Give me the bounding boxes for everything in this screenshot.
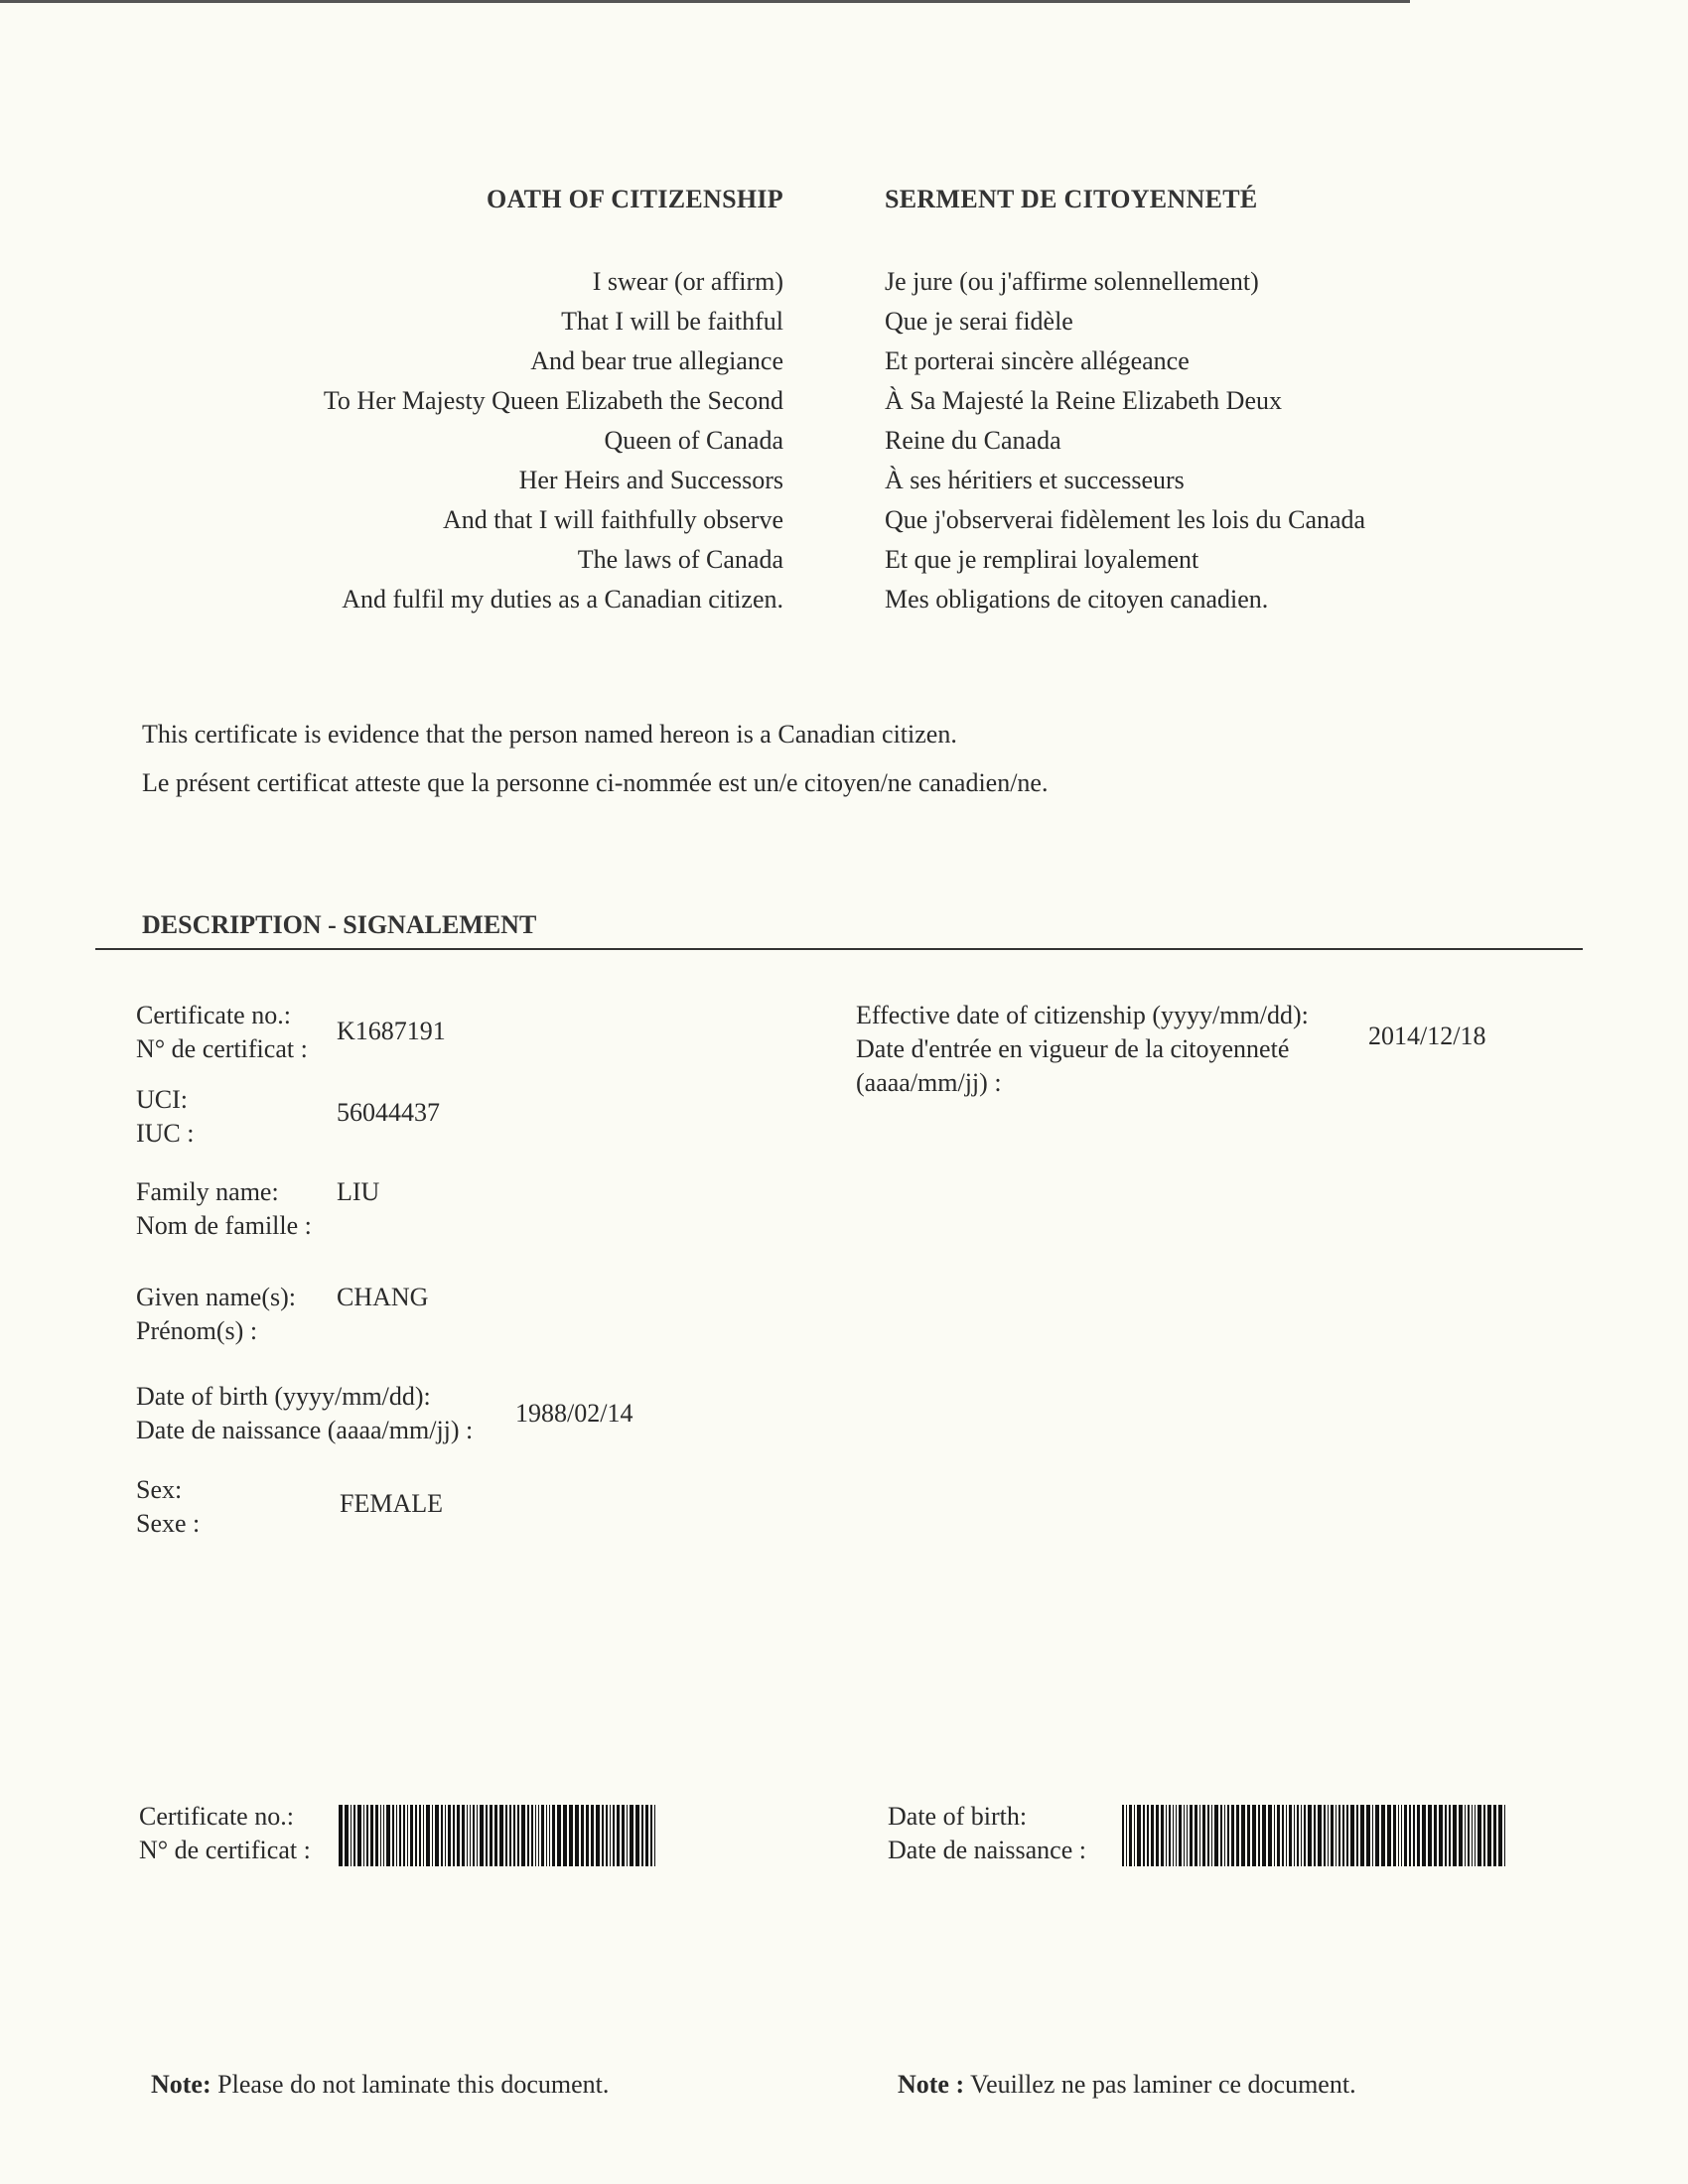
barcode-bar	[627, 1805, 628, 1866]
given-names-label-fr: Prénom(s) :	[136, 1316, 258, 1345]
barcode-bar	[549, 1805, 550, 1866]
oath-line-fr: Et que je remplirai loyalement	[885, 545, 1199, 574]
sex-value: FEMALE	[340, 1489, 443, 1518]
barcode-bar	[345, 1805, 349, 1866]
oath-line-en: That I will be faithful	[561, 307, 783, 336]
certificate-number: K1687191	[337, 1017, 446, 1045]
barcode-bar	[1195, 1805, 1197, 1866]
barcode-bar	[419, 1805, 421, 1866]
barcode-bar	[1387, 1805, 1391, 1866]
barcode-bar	[1274, 1805, 1275, 1866]
note-en-text: Please do not laminate this document.	[217, 2070, 610, 2099]
barcode-bar	[1126, 1805, 1127, 1866]
barcode-bar	[1289, 1805, 1292, 1866]
barcode-bar	[505, 1805, 507, 1866]
oath-line-en: To Her Majesty Queen Elizabeth the Second	[323, 386, 783, 415]
family-name-label-fr: Nom de famille :	[136, 1211, 312, 1240]
barcode-bar	[1324, 1805, 1326, 1866]
dob-barcode-label-fr: Date de naissance :	[888, 1836, 1086, 1864]
barcode-bar	[1404, 1805, 1407, 1866]
barcode-bar	[641, 1805, 643, 1866]
barcode-bar	[586, 1805, 589, 1866]
barcode-bar	[1147, 1805, 1149, 1866]
barcode-bar	[1258, 1805, 1260, 1866]
barcode-bar	[1286, 1805, 1287, 1866]
barcode-bar	[1483, 1805, 1485, 1866]
barcode-bar	[1184, 1805, 1185, 1866]
barcode-bar	[1428, 1805, 1432, 1866]
barcode-bar	[610, 1805, 611, 1866]
oath-line-en: I swear (or affirm)	[592, 267, 783, 296]
barcode-bar	[622, 1805, 625, 1866]
barcode-bar	[1277, 1805, 1280, 1866]
barcode-bar	[1294, 1805, 1295, 1866]
barcode-bar	[1331, 1805, 1334, 1866]
sex-label-fr: Sexe :	[136, 1509, 201, 1538]
barcode-bar	[383, 1805, 384, 1866]
certificate-label-fr: N° de certificat :	[136, 1034, 308, 1063]
barcode-bar	[499, 1805, 503, 1866]
effective-date-label-fr-format: (aaaa/mm/jj) :	[856, 1068, 1002, 1097]
barcode-bar	[613, 1805, 615, 1866]
barcode-bar	[1241, 1805, 1245, 1866]
barcode-bar	[531, 1805, 533, 1866]
barcode-bar	[635, 1805, 639, 1866]
effective-date-label-en: Effective date of citizenship (yyyy/mm/dd):	[856, 1001, 1309, 1029]
oath-line-fr: Je jure (ou j'affirme solennellement)	[885, 267, 1259, 296]
barcode-bar	[1211, 1805, 1212, 1866]
barcode-bar	[1398, 1805, 1399, 1866]
barcode-bar	[1173, 1805, 1174, 1866]
barcode-bar	[606, 1805, 608, 1866]
oath-text-en	[324, 262, 783, 619]
barcode-bar	[1350, 1805, 1354, 1866]
description-divider	[95, 948, 1583, 950]
barcode-bar	[1224, 1805, 1225, 1866]
barcode-bar	[513, 1805, 515, 1866]
barcode-bar	[1304, 1805, 1306, 1866]
barcode-bar	[1122, 1805, 1124, 1866]
barcode-bar	[1252, 1805, 1256, 1866]
dob-label-en: Date of birth (yyyy/mm/dd):	[136, 1382, 431, 1411]
barcode-bar	[448, 1805, 451, 1866]
oath-line-en: And fulfil my duties as a Canadian citizen.	[342, 585, 783, 614]
barcode-bar	[353, 1805, 355, 1866]
oath-line-en: Queen of Canada	[604, 426, 783, 455]
barcode-bar	[1282, 1805, 1284, 1866]
given-names-value: CHANG	[337, 1283, 429, 1311]
oath-line-fr: Que je serai fidèle	[885, 307, 1073, 336]
barcode-bar	[1498, 1805, 1502, 1866]
barcode-bar	[630, 1805, 633, 1866]
barcode-bar	[480, 1805, 484, 1866]
note-en	[151, 2070, 609, 2100]
barcode-bar	[1453, 1805, 1457, 1866]
barcode-bar	[617, 1805, 620, 1866]
certificate-barcode-label-fr: N° de certificat :	[139, 1836, 311, 1864]
barcode-bar	[1439, 1805, 1443, 1866]
barcode-bar	[527, 1805, 529, 1866]
barcode-bar	[1477, 1805, 1481, 1866]
top-edge-rule	[0, 0, 1410, 3]
barcode-bar	[1169, 1805, 1171, 1866]
barcode-bar	[1346, 1805, 1348, 1866]
barcode-bar	[650, 1805, 652, 1866]
barcode-bar	[1475, 1805, 1476, 1866]
barcode-bar	[380, 1805, 381, 1866]
barcode-bar	[1202, 1805, 1205, 1866]
given-names-label	[136, 1281, 296, 1348]
barcode-bar	[1297, 1805, 1299, 1866]
barcode-bar	[1422, 1805, 1426, 1866]
uci-number: 56044437	[337, 1098, 440, 1127]
certificate-label	[136, 999, 308, 1066]
uci-label-en: UCI:	[136, 1085, 188, 1114]
effective-date-label	[856, 999, 1309, 1100]
barcode-bar	[591, 1805, 594, 1866]
barcode-bar	[363, 1805, 364, 1866]
sex-label	[136, 1473, 200, 1541]
oath-line-en: And bear true allegiance	[530, 346, 783, 375]
barcode-bar	[1220, 1805, 1222, 1866]
barcode-bar	[415, 1805, 417, 1866]
barcode-bar	[1176, 1805, 1177, 1866]
barcode-bar	[1308, 1805, 1312, 1866]
certificate-barcode-label	[139, 1800, 311, 1867]
barcode-bar	[370, 1805, 373, 1866]
barcode-bar	[1487, 1805, 1491, 1866]
barcode-bar	[1214, 1805, 1218, 1866]
barcode-bar	[339, 1805, 343, 1866]
barcode-bar	[351, 1805, 352, 1866]
oath-line-en: And that I will faithfully observe	[443, 505, 783, 534]
barcode-bar	[490, 1805, 492, 1866]
barcode-bar	[1156, 1805, 1159, 1866]
barcode-bar	[399, 1805, 401, 1866]
description-heading: DESCRIPTION - SIGNALEMENT	[142, 910, 537, 939]
barcode-bar	[432, 1805, 433, 1866]
barcode-bar	[1409, 1805, 1411, 1866]
barcode-bar	[1301, 1805, 1302, 1866]
note-fr	[898, 2070, 1356, 2100]
oath-line-fr: À ses héritiers et successeurs	[885, 466, 1185, 494]
barcode-bar	[410, 1805, 413, 1866]
family-name-label-en: Family name:	[136, 1177, 279, 1206]
barcode-bar	[1328, 1805, 1329, 1866]
uci-label-fr: IUC :	[136, 1119, 195, 1148]
oath-line-en: Her Heirs and Successors	[518, 466, 783, 494]
barcode-bar	[1413, 1805, 1415, 1866]
barcode-bar	[1468, 1805, 1470, 1866]
barcode-bar	[1493, 1805, 1496, 1866]
barcode-bar	[602, 1805, 604, 1866]
barcode-bar	[1143, 1805, 1145, 1866]
barcode-bar	[366, 1805, 368, 1866]
barcode-bar	[557, 1805, 561, 1866]
barcode-bar	[654, 1805, 655, 1866]
barcode-bar	[1401, 1805, 1402, 1866]
barcode-bar	[1179, 1805, 1182, 1866]
barcode-bar	[1459, 1805, 1463, 1866]
barcode-bar	[645, 1805, 648, 1866]
barcode-bar	[517, 1805, 519, 1866]
evidence-statement-fr: Le présent certificat atteste que la personne ci-nommée est un/e citoyen/ne canadien/ne.	[142, 768, 1049, 797]
dob-value: 1988/02/14	[515, 1399, 633, 1428]
barcode-bar	[1360, 1805, 1364, 1866]
barcode-bar	[1268, 1805, 1272, 1866]
barcode-bar	[1187, 1805, 1188, 1866]
barcode-bar	[1465, 1805, 1466, 1866]
dob-label-fr: Date de naissance (aaaa/mm/jj) :	[136, 1416, 474, 1444]
barcode-bar	[581, 1805, 584, 1866]
oath-heading-fr: SERMENT DE CITOYENNETÉ	[885, 185, 1258, 213]
barcode-bar	[1227, 1805, 1229, 1866]
barcode-bar	[1366, 1805, 1370, 1866]
barcode-bar	[462, 1805, 465, 1866]
barcode-bar	[1381, 1805, 1385, 1866]
barcode-bar	[441, 1805, 443, 1866]
barcode-bar	[1372, 1805, 1373, 1866]
oath-line-fr: Et porterai sincère allégeance	[885, 346, 1190, 375]
barcode-bar	[563, 1805, 567, 1866]
family-name-value: LIU	[337, 1177, 380, 1206]
barcode-bar	[1338, 1805, 1340, 1866]
barcode-bar	[1314, 1805, 1316, 1866]
barcode-bar	[392, 1805, 394, 1866]
note-en-prefix: Note:	[151, 2070, 211, 2099]
barcode-bar	[453, 1805, 455, 1866]
oath-line-fr: Reine du Canada	[885, 426, 1061, 455]
barcode-bar	[386, 1805, 390, 1866]
barcode-bar	[457, 1805, 460, 1866]
barcode-bar	[477, 1805, 478, 1866]
barcode-bar	[541, 1805, 544, 1866]
oath-text-fr	[885, 262, 1365, 619]
oath-line-en: The laws of Canada	[577, 545, 783, 574]
barcode-bar	[486, 1805, 488, 1866]
dob-barcode-label	[888, 1800, 1086, 1867]
barcode-bar	[435, 1805, 439, 1866]
barcode-bar	[423, 1805, 424, 1866]
barcode-bar	[375, 1805, 378, 1866]
barcode-bar	[535, 1805, 536, 1866]
effective-date-value: 2014/12/18	[1368, 1022, 1486, 1050]
note-fr-text: Veuillez ne pas laminer ce document.	[970, 2070, 1356, 2099]
certificate-label-en: Certificate no.:	[136, 1001, 291, 1029]
uci-label	[136, 1083, 195, 1151]
barcode-bar	[546, 1805, 547, 1866]
barcode-bar	[407, 1805, 408, 1866]
barcode-bar	[403, 1805, 405, 1866]
certificate-barcode-label-en: Certificate no.:	[139, 1802, 294, 1831]
given-names-label-en: Given name(s):	[136, 1283, 297, 1311]
dob-barcode-label-en: Date of birth:	[888, 1802, 1028, 1831]
oath-line-fr: Mes obligations de citoyen canadien.	[885, 585, 1269, 614]
barcode-bar	[575, 1805, 579, 1866]
effective-date-label-fr: Date d'entrée en vigueur de la citoyenneté	[856, 1034, 1290, 1063]
barcode-bar	[357, 1805, 361, 1866]
oath-heading-en: OATH OF CITIZENSHIP	[487, 185, 783, 213]
barcode-bar	[1129, 1805, 1132, 1866]
certificate-barcode	[339, 1805, 657, 1866]
barcode-bar	[1262, 1805, 1266, 1866]
barcode-bar	[569, 1805, 573, 1866]
barcode-bar	[1236, 1805, 1239, 1866]
barcode-bar	[1190, 1805, 1193, 1866]
barcode-bar	[1445, 1805, 1447, 1866]
barcode-bar	[521, 1805, 525, 1866]
barcode-bar	[1207, 1805, 1209, 1866]
barcode-bar	[1134, 1805, 1135, 1866]
barcode-bar	[1356, 1805, 1358, 1866]
barcode-bar	[1199, 1805, 1200, 1866]
barcode-bar	[1342, 1805, 1344, 1866]
barcode-bar	[445, 1805, 446, 1866]
barcode-bar	[596, 1805, 600, 1866]
barcode-bar	[1161, 1805, 1164, 1866]
barcode-bar	[552, 1805, 555, 1866]
barcode-bar	[426, 1805, 430, 1866]
barcode-bar	[1231, 1805, 1234, 1866]
barcode-bar	[467, 1805, 468, 1866]
barcode-bar	[509, 1805, 511, 1866]
barcode-bar	[1393, 1805, 1396, 1866]
barcode-bar	[1472, 1805, 1473, 1866]
dob-barcode	[1122, 1805, 1507, 1866]
barcode-bar	[1318, 1805, 1322, 1866]
barcode-bar	[1449, 1805, 1451, 1866]
barcode-bar	[1166, 1805, 1167, 1866]
barcode-bar	[396, 1805, 397, 1866]
evidence-statement-en: This certificate is evidence that the person named hereon is a Canadian citizen.	[142, 720, 957, 749]
barcode-bar	[1137, 1805, 1141, 1866]
barcode-bar	[470, 1805, 471, 1866]
family-name-label	[136, 1175, 312, 1243]
barcode-bar	[1375, 1805, 1379, 1866]
barcode-bar	[473, 1805, 475, 1866]
dob-label	[136, 1380, 473, 1447]
oath-line-fr: À Sa Majesté la Reine Elizabeth Deux	[885, 386, 1282, 415]
barcode-bar	[1151, 1805, 1154, 1866]
note-fr-prefix: Note :	[898, 2070, 965, 2099]
barcode-bar	[538, 1805, 539, 1866]
barcode-bar	[1247, 1805, 1250, 1866]
oath-line-fr: Que j'observerai fidèlement les lois du Canada	[885, 505, 1366, 534]
barcode-bar	[494, 1805, 497, 1866]
sex-label-en: Sex:	[136, 1475, 183, 1504]
barcode-bar	[1417, 1805, 1420, 1866]
barcode-bar	[1434, 1805, 1437, 1866]
barcode-bar	[1504, 1805, 1505, 1866]
